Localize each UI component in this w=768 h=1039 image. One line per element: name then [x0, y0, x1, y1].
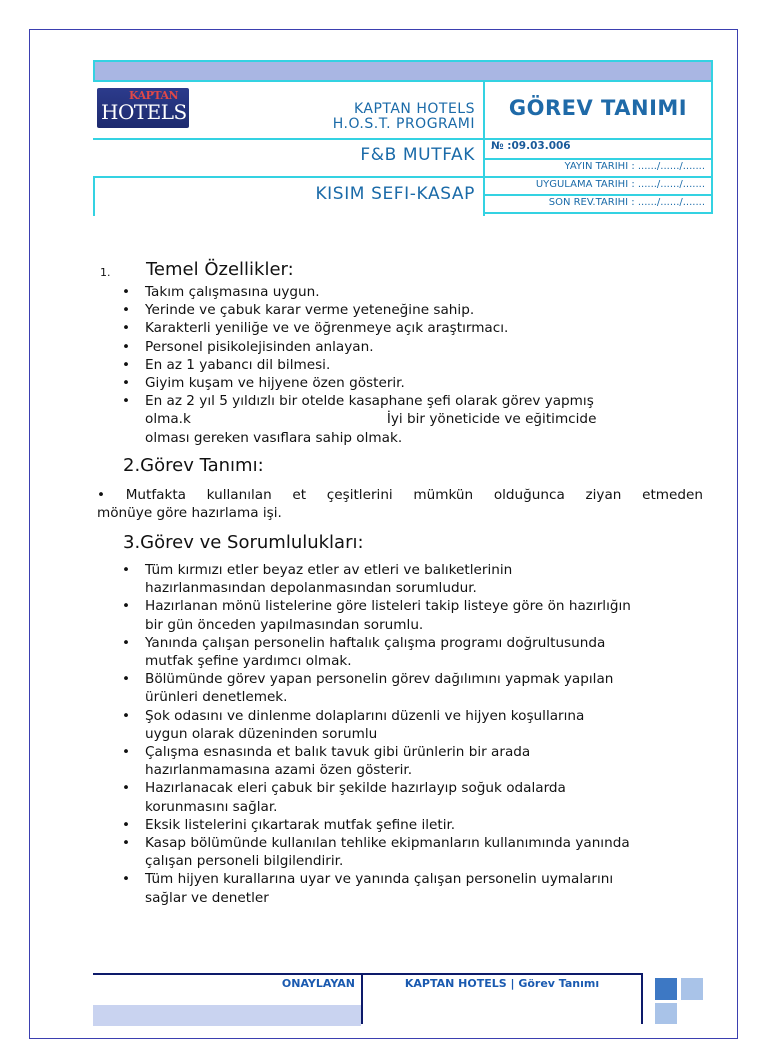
list-item: • Bölümünde görev yapan personelin görev dağılımını yapmak yapılan ürünleri denetlemek.: [120, 670, 710, 706]
section3-list: [120, 561, 710, 907]
list-item: • Çalışma esnasında et balık tavuk gibi ürünlerin bir arada hazırlanmamasına azami özen gösterir.: [120, 743, 710, 779]
footer-band: [93, 1005, 361, 1026]
yayin-date: YAYIN TARIHI : ....../....../.......: [564, 161, 705, 172]
uygulama-cell: [483, 176, 713, 196]
sonrev-date: SON REV.TARIHI : ....../....../.......: [548, 197, 705, 208]
footer-approval-cell: [93, 973, 363, 1024]
position-title: KISIM SEFI-KASAP: [315, 184, 475, 204]
yayin-cell: [483, 158, 713, 178]
department: F&B MUTFAK: [360, 145, 475, 165]
department-cell: [93, 138, 485, 178]
footer-brand: KAPTAN HOTELS | Görev Tanımı: [404, 977, 600, 990]
decor-square-icon: [681, 978, 703, 1000]
document-header: [93, 60, 714, 215]
list-item: • Tüm kırmızı etler beyaz etler av etleri ve balıketlerinin hazırlanmasından depolanmasından sorumludur.: [120, 561, 710, 597]
list-item: • Karakterli yeniliğe ve ve öğrenmeye açık araştırmacı.: [120, 319, 710, 337]
list-item: • Tüm hijyen kurallarına uyar ve yanında çalışan personelin uymalarını sağlar ve denetler: [120, 870, 710, 906]
section3-title: 3.Görev ve Sorumlulukları:: [123, 532, 364, 553]
list-item: • Şok odasını ve dinlenme dolaplarını düzenli ve hijyen koşullarına uygun olarak düzeninden sorumlu: [120, 707, 710, 743]
list-item: • Hazırlanacak eleri çabuk bir şekilde hazırlayıp soğuk odalarda korunmasını sağlar.: [120, 779, 710, 815]
list-item: • Giyim kuşam ve hijyene özen gösterir.: [120, 374, 710, 392]
section1-title: Temel Özellikler:: [146, 259, 294, 280]
header-top-band: [93, 60, 713, 82]
list-item: • En az 2 yıl 5 yıldızlı bir otelde kasaphane şefi olarak görev yapmış olma.k İyi bir yöneticide ve eğitimcide olması gereken vasıflara sahip olmak.: [120, 392, 710, 447]
sonrev-cell: [483, 194, 713, 214]
list-item: • Takım çalışmasına uygun.: [120, 283, 710, 301]
section1-number: 1.: [100, 266, 111, 279]
section1-list: [120, 283, 710, 447]
doc-no-cell: [483, 138, 713, 160]
uygulama-date: UYGULAMA TARIHI : ....../....../.......: [535, 179, 705, 190]
list-item: • Yerinde ve çabuk karar verme yeteneğine sahip.: [120, 301, 710, 319]
section2-title: 2.Görev Tanımı:: [123, 455, 264, 476]
list-item: • Kasap bölümünde kullanılan tehlike ekipmanların kullanımında yanında çalışan personeli bilgilendirir.: [120, 834, 710, 870]
list-item: • Yanında çalışan personelin haftalık çalışma programı doğrultusunda mutfak şefine yardımcı olmak.: [120, 634, 710, 670]
decor-square-icon: [655, 1003, 677, 1024]
doc-number: № :09.03.006: [491, 140, 571, 152]
list-item: • En az 1 yabancı dil bilmesi.: [120, 356, 710, 374]
list-item: • Eksik listelerini çıkartarak mutfak şefine iletir.: [120, 816, 710, 834]
list-item: • Personel pisikolejisinden anlayan.: [120, 338, 710, 356]
header-company-cell: [93, 80, 485, 140]
footer: [93, 973, 643, 1024]
footer-brand-cell: [363, 973, 643, 1024]
doc-title: GÖREV TANIMI: [508, 96, 688, 120]
section2-text: • Mutfakta kullanılan et çeşitlerini mümkün olduğunca ziyan etmeden mönüye göre hazırlama işi.: [97, 487, 703, 521]
kaptan-hotels-logo: KAPTAN HOTELS: [97, 88, 189, 128]
approved-label: ONAYLAYAN: [281, 977, 355, 990]
position-cell: [93, 176, 485, 216]
company-name: KAPTAN HOTELS H.O.S.T. PROGRAMI: [332, 101, 475, 132]
list-item: • Hazırlanan mönü listelerine göre listeleri takip listeye göre ön hazırlığın bir gün önceden yapılmasından sorumlu.: [120, 597, 710, 633]
doc-title-cell: [483, 80, 713, 140]
decor-square-icon: [655, 978, 677, 1000]
